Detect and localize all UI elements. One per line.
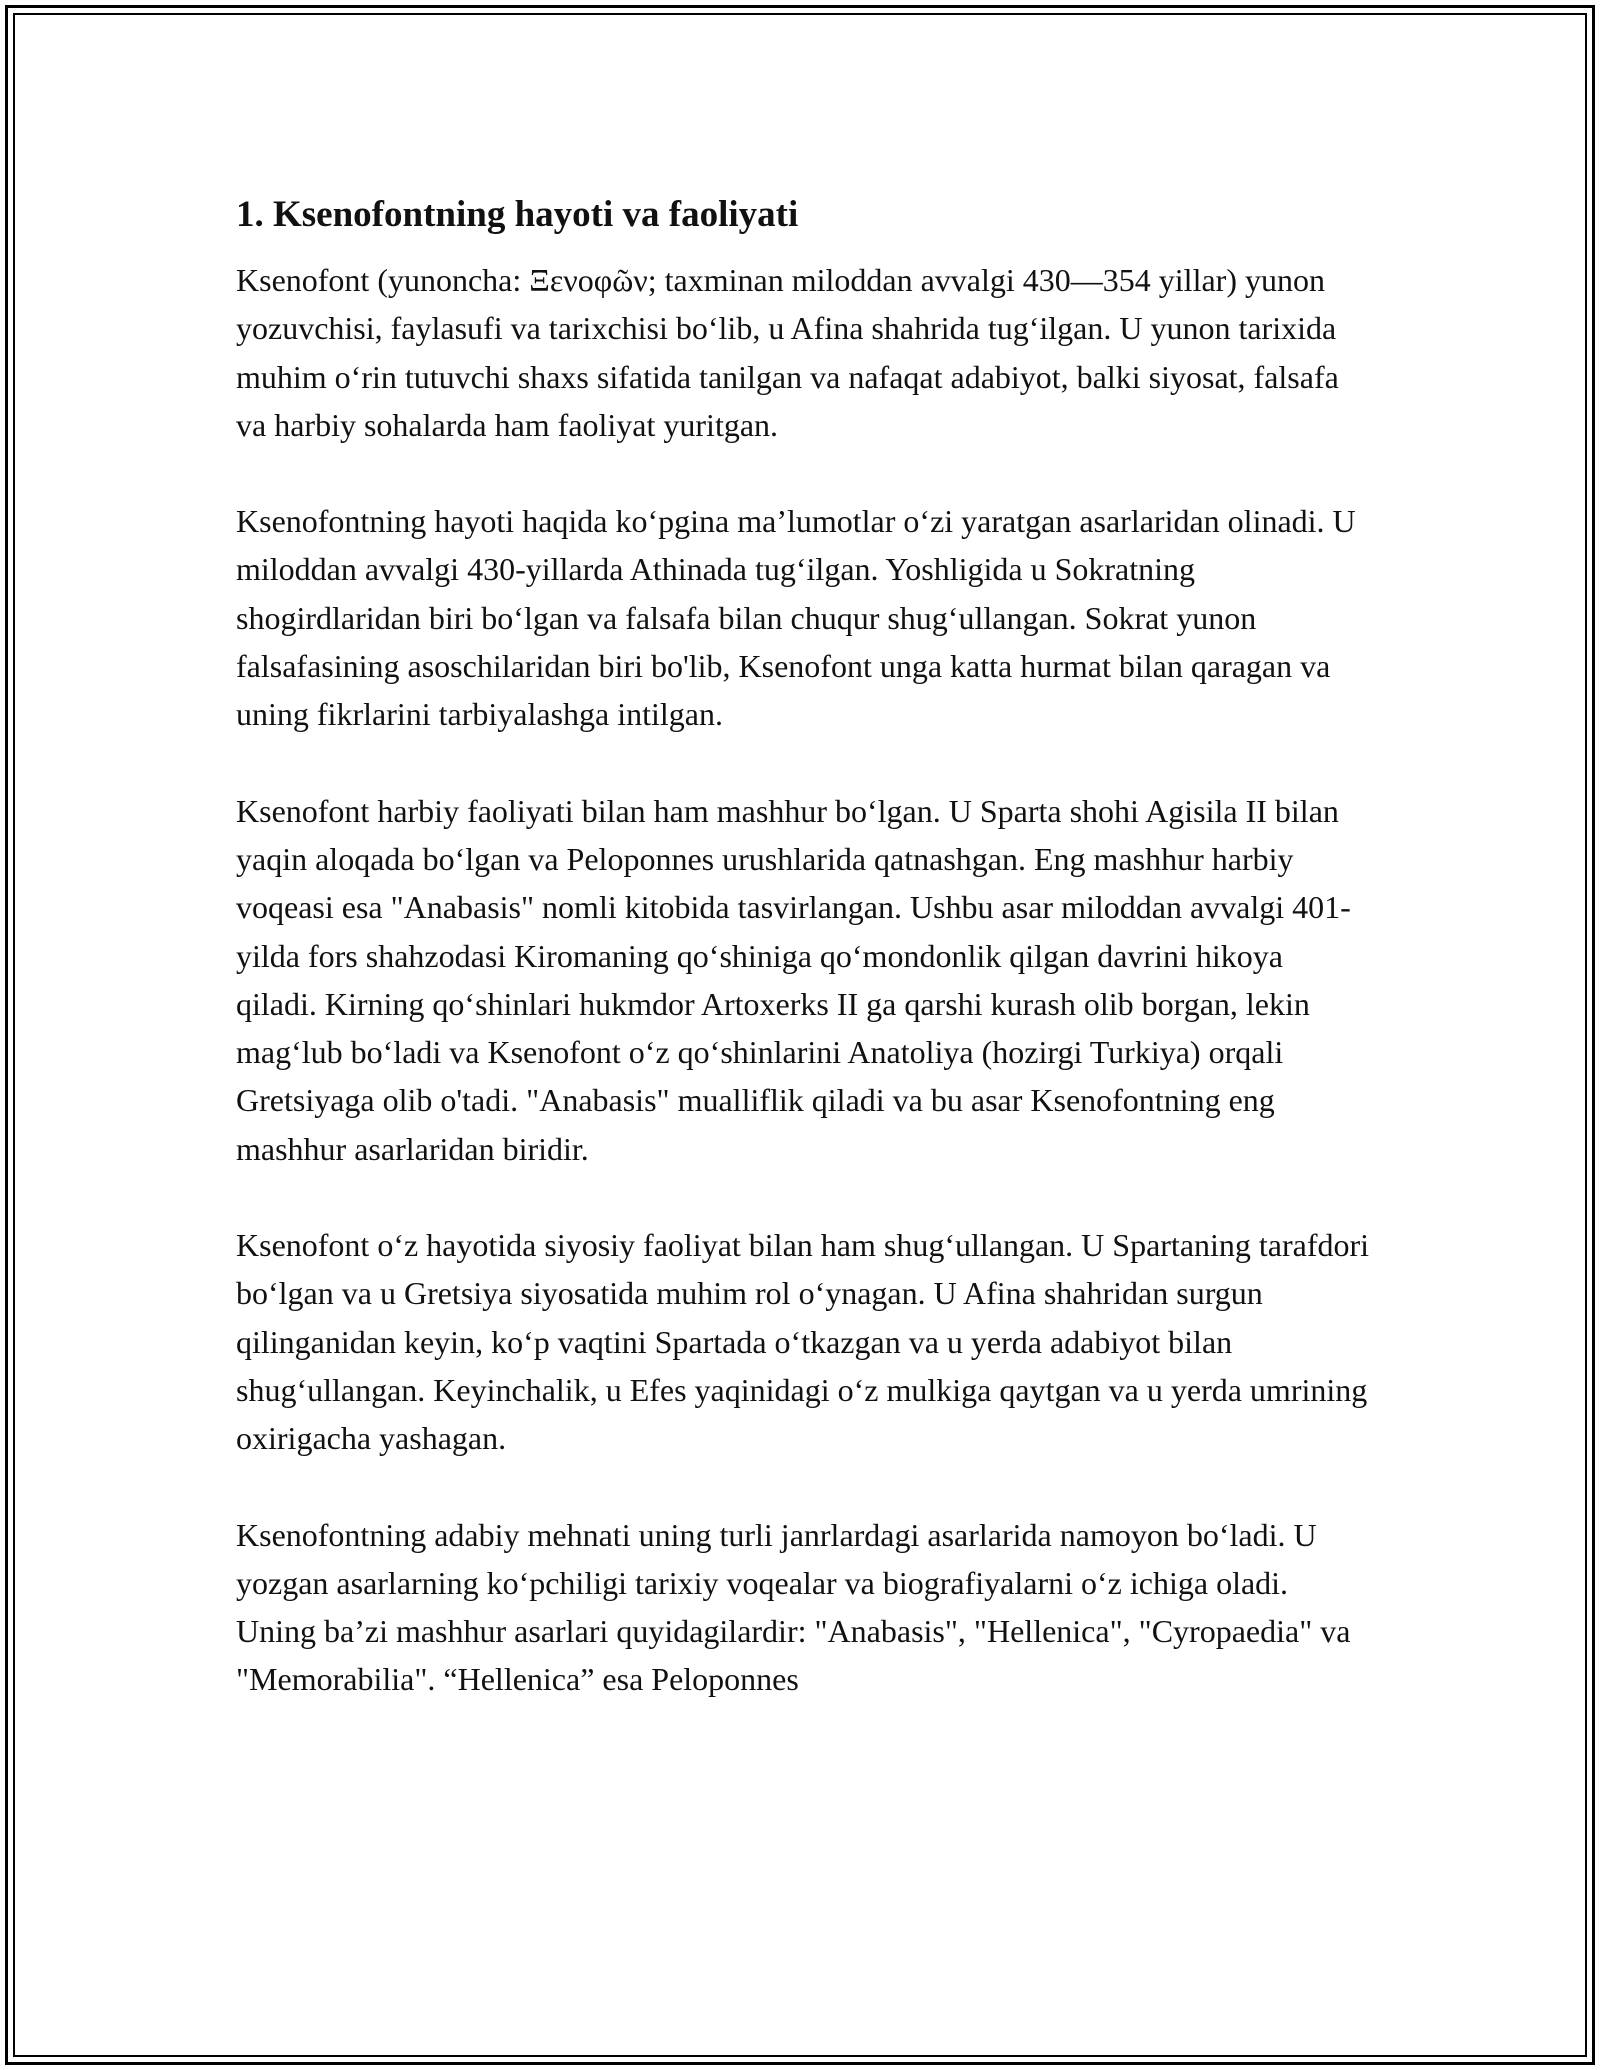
- paragraph-1: Ksenofont (yunoncha: Ξενοφῶν; taxminan miloddan avvalgi 430—354 yillar) yunon yozuvchisi, faylasufi va tarixchisi boʻlib, u Afina shahrida tugʻilgan. U yunon tarixida muhim oʻrin tutuvchi shaxs sifatida tanilgan va nafaqat adabiyot, balki siyosat, falsafa va harbiy sohalarda ham faoliyat yuritgan.: [236, 262, 1339, 443]
- paragraph-4: Ksenofont oʻz hayotida siyosiy faoliyat bilan ham shugʻullangan. U Spartaning tarafdori boʻlgan va u Gretsiya siyosatida muhim rol oʻynagan. U Afina shahridan surgun qilinganidan keyin, koʻp vaqtini Spartada oʻtkazgan va u yerda adabiyot bilan shugʻullangan. Keyinchalik, u Efes yaqinidagi oʻz mulkiga qaytgan va u yerda umrining oxirigacha yashagan.: [236, 1227, 1370, 1457]
- section-heading: 1. Ksenofontning hayoti va faoliyati: [236, 194, 799, 235]
- paragraph-3: Ksenofont harbiy faoliyati bilan ham mashhur boʻlgan. U Sparta shohi Agisila II bilan yaqin aloqada boʻlgan va Peloponnes urushlarida qatnashgan. Eng mashhur harbiy voqeasi esa "Anabasis" nomli kitobida tasvirlangan. Ushbu asar miloddan avvalgi 401-yilda fors shahzodasi Kiromaning qoʻshiniga qoʻmondonlik qilgan davrini hikoya qiladi. Kirning qoʻshinlari hukmdor Artoxerks II ga qarshi kurash olib borgan, lekin magʻlub boʻladi va Ksenofont oʻz qoʻshinlarini Anatoliya (hozirgi Turkiya) orqali Gretsiyaga olib o'tadi. "Anabasis" mualliflik qiladi va bu asar Ksenofontning eng mashhur asarlaridan biridir.: [236, 792, 1351, 1167]
- paragraph-2: Ksenofontning hayoti haqida koʻpgina maʼlumotlar oʻzi yaratgan asarlaridan olinadi. U miloddan avvalgi 430-yillarda Athinada tugʻilgan. Yoshligida u Sokratning shogirdlaridan biri boʻlgan va falsafa bilan chuqur shugʻullangan. Sokrat yunon falsafasining asoschilaridan biri bo'lib, Ksenofont unga katta hurmat bilan qaragan va uning fikrlarini tarbiyalashga intilgan.: [236, 503, 1356, 733]
- paragraph-5: Ksenofontning adabiy mehnati uning turli janrlardagi asarlarida namoyon boʻladi. U yozgan asarlarning koʻpchiligi tarixiy voqealar va biografiyalarni oʻz ichiga oladi. Uning baʼzi mashhur asarlari quyidagilardir: "Anabasis", "Hellenica", "Cyropaedia" va "Memorabilia". “Hellenica” esa Peloponnes: [236, 1516, 1351, 1698]
- document-body: [236, 186, 1371, 1752]
